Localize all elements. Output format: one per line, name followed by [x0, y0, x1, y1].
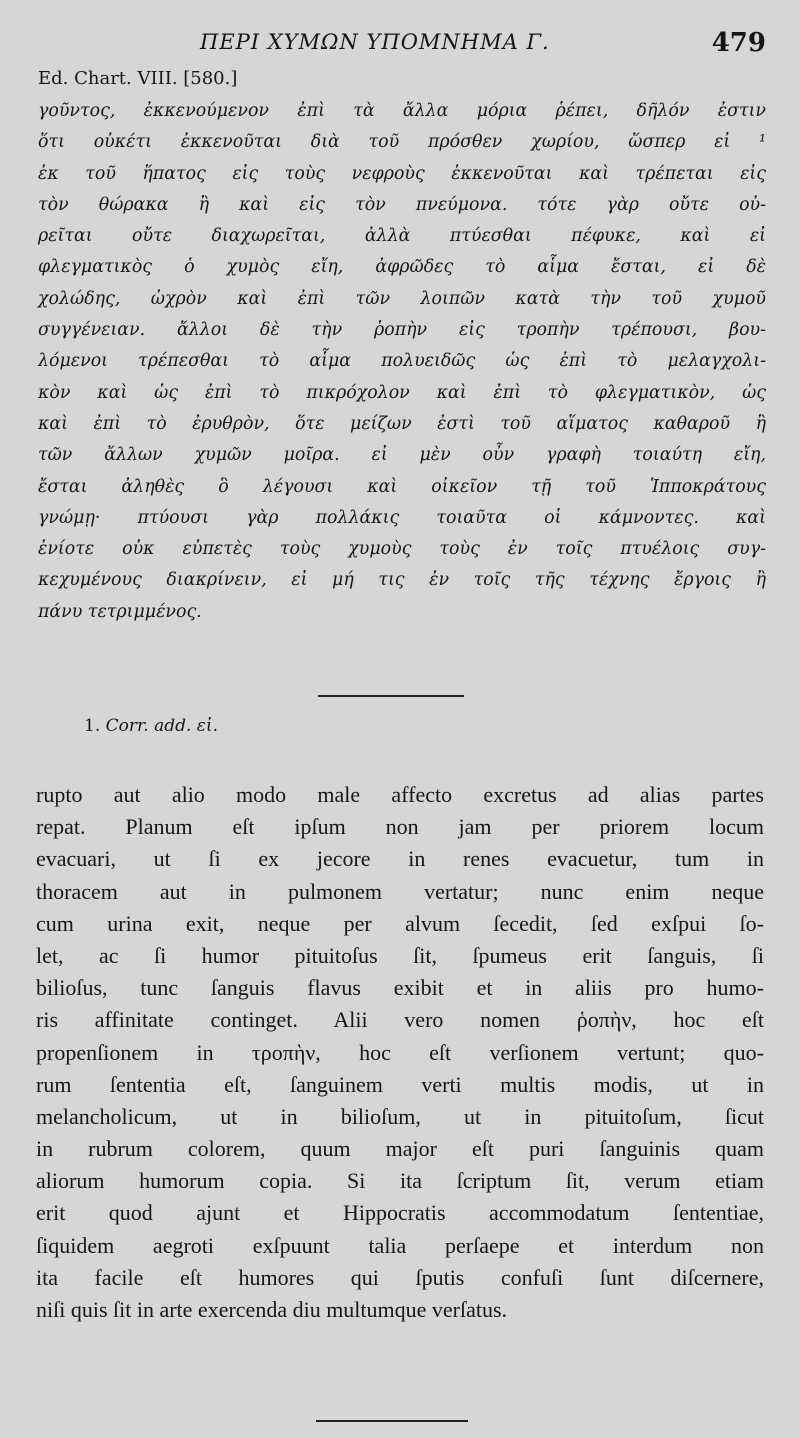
greek-text-line: κεχυμένους διακρίνειν, εἰ μή τις ἐν τοῖς τῆς τέχνης ἔργοις ἢ: [38, 570, 766, 591]
footnote-number: 1.: [84, 716, 101, 736]
greek-text-line: κὸν καὶ ὡς ἐπὶ τὸ πικρόχολον καὶ ἐπὶ τὸ φλεγματικὸν, ὡς: [38, 382, 766, 403]
greek-text-line: γοῦντος, ἐκκενούμενον ἐπὶ τὰ ἄλλα μόρια ῥέπει, δῆλόν ἐστιν: [38, 101, 766, 121]
running-head: [0, 28, 800, 62]
greek-text-line: τὸν θώρακα ἢ καὶ εἰς τὸν πνεύμονα. τότε γὰρ οὔτε οὐ-: [38, 194, 766, 215]
latin-text-line: let, ac ſi humor pituitoſus ſit, ſpumeus erit ſanguis, ſi: [36, 942, 764, 968]
greek-text-line: ἔσται ἀληθὲς ὃ λέγουσι καὶ οἰκεῖον τῇ τοῦ Ἱπποκράτους: [38, 476, 766, 497]
latin-text-line: bilioſus, tunc ſanguis flavus exibit et in aliis pro humo-: [36, 975, 764, 1001]
footnote-text: Corr. add.: [105, 716, 192, 736]
latin-text-line: niſi quis ſit in arte exercenda diu multumque verſatus.: [36, 1297, 508, 1322]
footnote-separator-rule: [318, 695, 464, 697]
latin-text-line: ris affinitate continget. Alii vero nomen ῥοπὴν, hoc eſt: [36, 1007, 764, 1033]
latin-text-line: erit quod ajunt et Hippocratis accommodatum ſententiae,: [36, 1200, 764, 1226]
greek-text-line: λόμενοι τρέπεσθαι τὸ αἷμα πολυειδῶς ὡς ἐπὶ τὸ μελαγχολι-: [38, 351, 766, 372]
latin-text-line: cum urina exit, neque per alvum ſecedit, ſed exſpui ſo-: [36, 910, 764, 936]
latin-text-block: [36, 779, 764, 1326]
latin-text-line: repat. Planum eſt ipſum non jam per priorem locum: [36, 814, 764, 840]
greek-text-line: πάνυ τετριμμένος.: [38, 601, 202, 622]
latin-text-line: evacuari, ut ſi ex jecore in renes evacuetur, tum in: [36, 846, 764, 872]
running-title: ΠΕΡΙ ΧΥΜΩΝ ΥΠΟΜΝΗΜΑ Γ.: [200, 30, 550, 54]
latin-text-line: aliorum humorum copia. Si ita ſcriptum ſit, verum etiam: [36, 1168, 764, 1194]
greek-text-line: χολώδης, ὠχρὸν καὶ ἐπὶ τῶν λοιπῶν κατὰ τὴν τοῦ χυμοῦ: [38, 288, 766, 309]
latin-text-line: ita facile eſt humores qui ſputis confuſi ſunt diſcernere,: [36, 1264, 764, 1290]
greek-text-line: φλεγματικὸς ὁ χυμὸς εἴη, ἀφρῶδες τὸ αἷμα ἔσται, εἰ δὲ: [38, 257, 766, 278]
greek-text-block: [38, 96, 766, 628]
greek-text-line: καὶ ἐπὶ τὸ ἐρυθρὸν, ὅτε μείζων ἐστὶ τοῦ αἵματος καθαροῦ ἢ: [38, 413, 766, 434]
latin-text-line: rum ſententia eſt, ſanguinem verti multis modis, ut in: [36, 1071, 764, 1097]
latin-text-line: thoracem aut in pulmonem vertatur; nunc enim neque: [36, 878, 764, 904]
latin-text-line: ſiquidem aegroti exſpuunt talia perſaepe et interdum non: [36, 1232, 764, 1258]
latin-text-line: melancholicum, ut in bilioſum, ut in pituitoſum, ſicut: [36, 1103, 764, 1129]
edition-reference: Ed. Chart. VIII. [580.]: [38, 68, 238, 89]
latin-text-line: rupto aut alio modo male affecto excretus ad alias partes: [36, 782, 764, 807]
latin-text-line: in rubrum colorem, quum major eſt puri ſanguinis quam: [36, 1136, 764, 1162]
greek-text-line: ἐνίοτε οὐκ εὐπετὲς τοὺς χυμοὺς τοὺς ἐν τοῖς πτυέλοις συγ-: [38, 539, 766, 560]
footnote-word: εἰ.: [196, 716, 218, 736]
greek-text-line: ἐκ τοῦ ἥπατος εἰς τοὺς νεφροὺς ἐκκενοῦται καὶ τρέπεται εἰς: [38, 163, 766, 184]
bottom-rule: [316, 1420, 468, 1422]
greek-text-line: τῶν ἄλλων χυμῶν μοῖρα. εἰ μὲν οὖν γραφὴ τοιαύτη εἴη,: [38, 445, 766, 466]
footnote: [84, 716, 218, 736]
latin-text-line: propenſionem in τροπὴν, hoc eſt verſionem vertunt; quo-: [36, 1039, 764, 1065]
page-number: 479: [711, 28, 766, 58]
greek-text-line: ρεῖται οὔτε διαχωρεῖται, ἀλλὰ πτύεσθαι πέφυκε, καὶ εἰ: [38, 226, 766, 247]
greek-text-line: ὅτι οὐκέτι ἐκκενοῦται διὰ τοῦ πρόσθεν χωρίου, ὥσπερ εἰ ¹: [38, 132, 766, 153]
greek-text-line: συγγένειαν. ἄλλοι δὲ τὴν ῥοπὴν εἰς τροπὴν τρέπουσι, βου-: [38, 320, 766, 341]
greek-text-line: γνώμῃ· πτύουσι γὰρ πολλάκις τοιαῦτα οἱ κάμνοντες. καὶ: [38, 507, 766, 528]
